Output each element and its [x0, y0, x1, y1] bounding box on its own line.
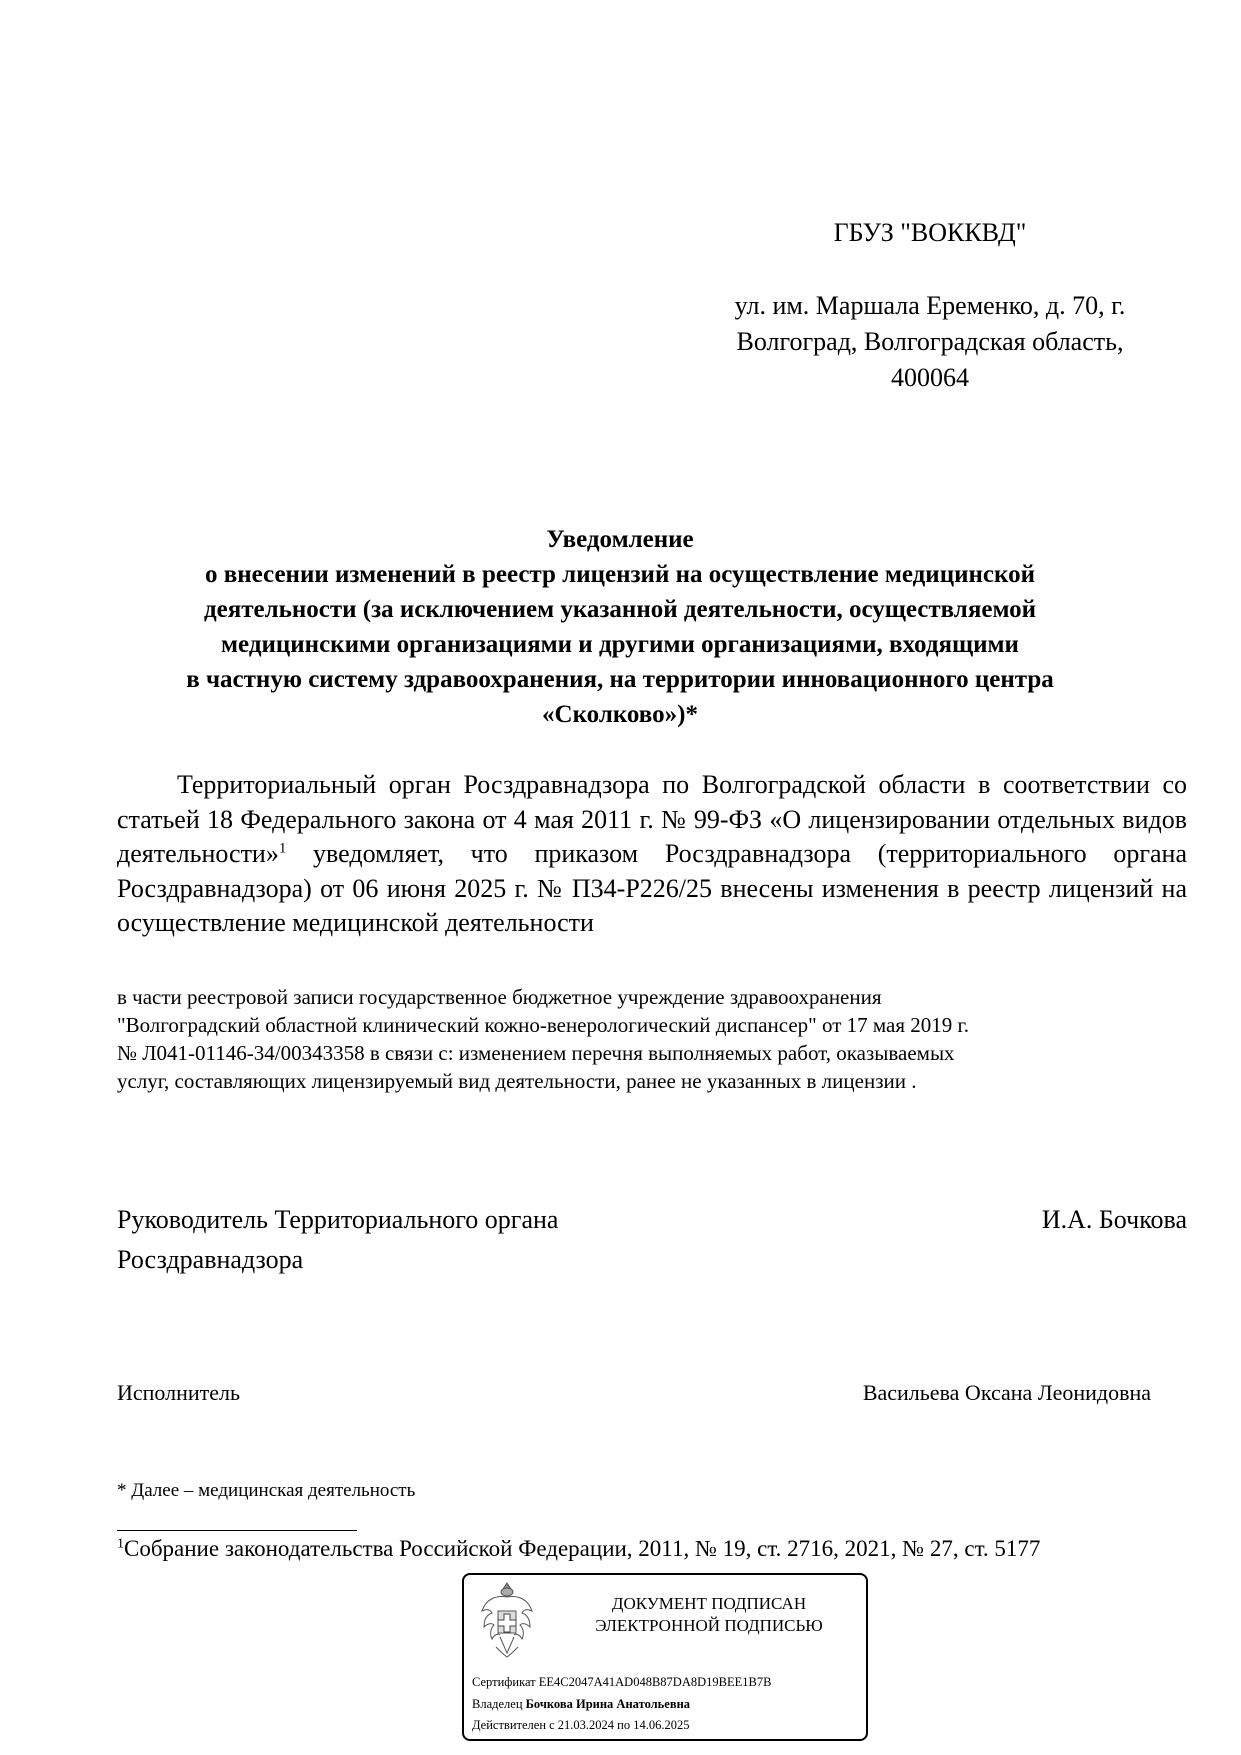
footnote	[117, 1536, 1040, 1562]
details-line: услуг, составляющих лицензируемый вид деятельности, ранее не указанных в лицензии .	[117, 1069, 917, 1093]
owner-row	[472, 1697, 690, 1712]
footnote-reference: 1	[278, 840, 287, 857]
title-line: медицинскими организациями и другими организациями, входящими	[221, 631, 1019, 658]
coat-of-arms-icon	[476, 1581, 538, 1661]
footnote-text: Собрание законодательства Российской Федерации, 2011, № 19, ст. 2716, 2021, № 27, ст. 5177	[124, 1536, 1041, 1561]
address-line: Волгоград, Волгоградская область,	[736, 327, 1124, 356]
stamp-heading	[559, 1593, 859, 1637]
address-line: ул. им. Маршала Еременко, д. 70, г.	[734, 291, 1126, 320]
footnote-mark: 1	[117, 1536, 124, 1552]
footnote-divider	[117, 1530, 357, 1531]
signatory-position	[117, 1200, 558, 1280]
owner-label: Владелец	[472, 1697, 523, 1711]
executor-name: Васильева Оксана Леонидовна	[862, 1380, 1151, 1405]
body-text-part1: Территориальный орган Росздравнадзора по Волгоградской области в соответствии со статьей 18 Федерального закона от 4 мая 2011 г. № 99-ФЗ «О лицензировании отдельных видов деятельности»	[117, 770, 1187, 868]
certificate-row	[472, 1675, 771, 1690]
owner-value: Бочкова Ирина Анатольевна	[525, 1697, 691, 1711]
address-line: 400064	[891, 363, 969, 392]
asterisk-note: * Далее – медицинская деятельность	[117, 1480, 416, 1501]
details-line: "Волгоградский областной клинический кожно-венерологический диспансер" от 17 мая 2019 г.	[117, 1013, 969, 1037]
document-title	[120, 522, 1120, 732]
position-line: Руководитель Территориального органа	[117, 1205, 559, 1234]
validity-row: Действителен с 21.03.2024 по 14.06.2025	[472, 1718, 690, 1732]
title-heading: Уведомление	[546, 526, 694, 553]
executor-label: Исполнитель	[117, 1380, 241, 1405]
certificate-label: Сертификат	[472, 1675, 536, 1689]
title-line: «Сколково»)*	[542, 701, 698, 728]
stamp-heading-line: ДОКУМЕНТ ПОДПИСАН	[611, 1594, 807, 1613]
details-line: № Л041-01146-34/00343358 в связи с: изменением перечня выполняемых работ, оказываемых	[117, 1041, 955, 1065]
position-line: Росздравнадзора	[117, 1245, 304, 1274]
details-line: в части реестровой записи государственное бюджетное учреждение здравоохранения	[117, 985, 882, 1009]
title-line: в частную систему здравоохранения, на территории инновационного центра	[186, 666, 1054, 693]
stamp-heading-line: ЭЛЕКТРОННОЙ ПОДПИСЬЮ	[595, 1616, 823, 1635]
body-paragraph	[117, 768, 1187, 941]
body-text-part2: уведомляет, что приказом Росздравнадзора (территориального органа Росздравнадзора) от 06 июня 2025 г. № П34-Р226/25 внесены изменения в реестр лицензий на осуществление медицинской деятельности	[117, 839, 1187, 937]
signatory-name: И.А. Бочкова	[1041, 1205, 1187, 1234]
e-signature-stamp	[462, 1573, 868, 1741]
registry-details	[117, 983, 1197, 1095]
recipient-address	[660, 288, 1200, 396]
recipient-organization: ГБУЗ "ВОККВД"	[833, 218, 1027, 247]
title-line: о внесении изменений в реестр лицензий на осуществление медицинской	[204, 561, 1036, 588]
certificate-value: EE4C2047A41AD048B87DA8D19BEE1B7B	[538, 1675, 772, 1689]
title-line: деятельности (за исключением указанной деятельности, осуществляемой	[203, 596, 1037, 623]
